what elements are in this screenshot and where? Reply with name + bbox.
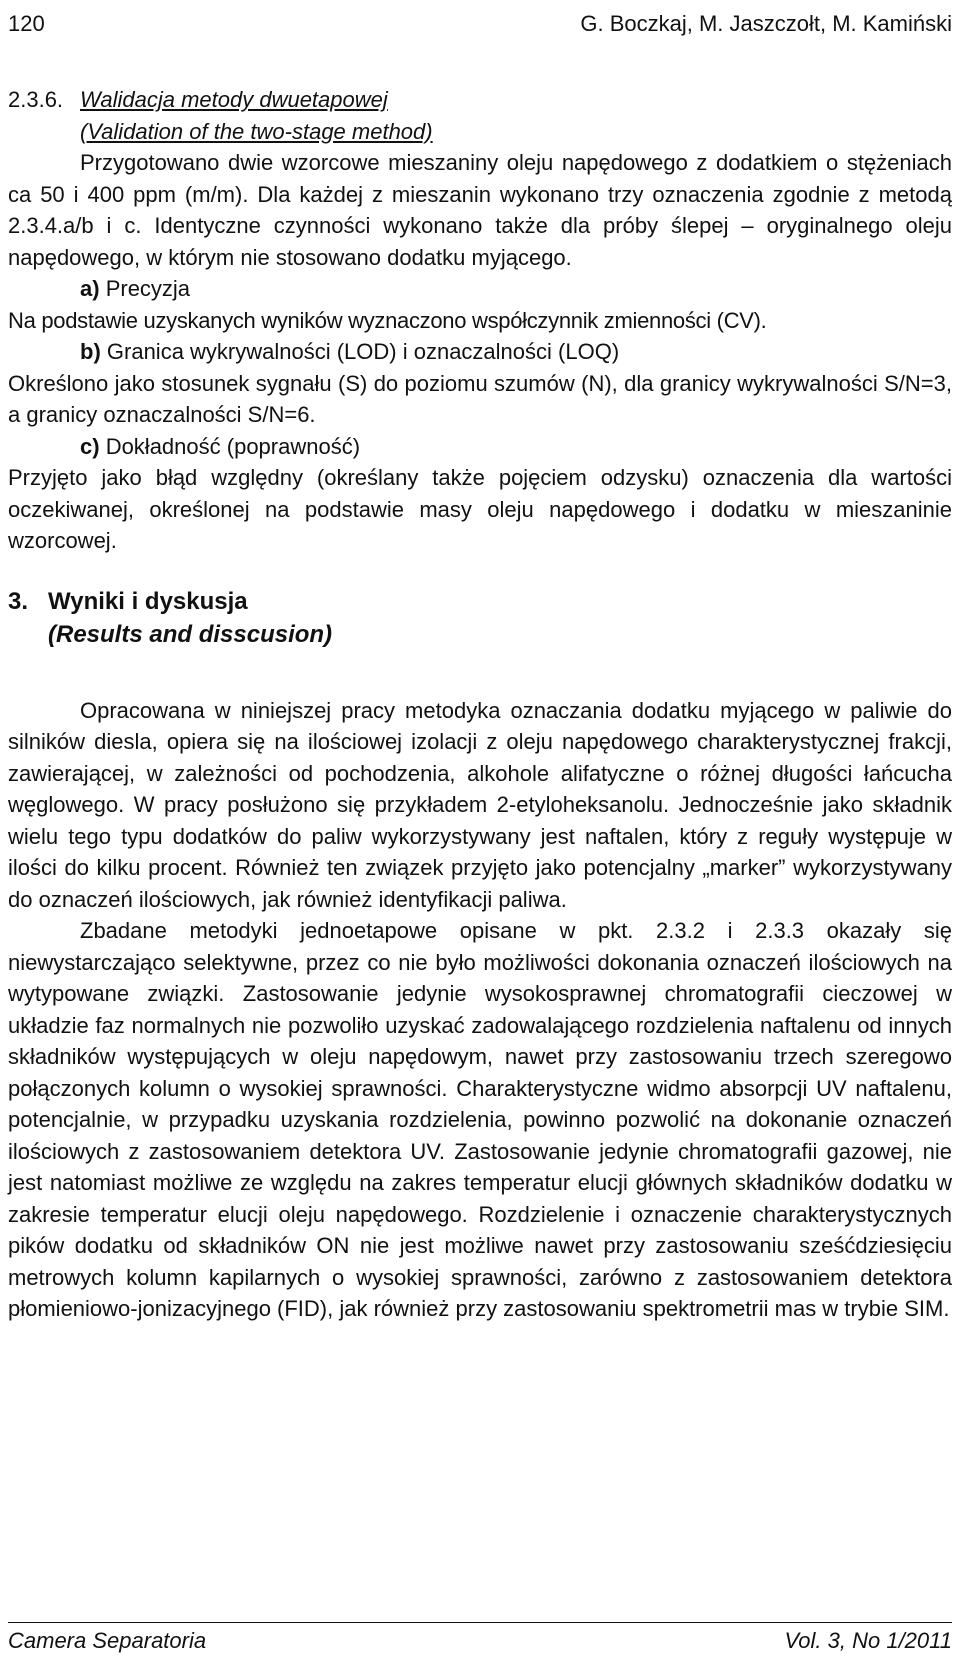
page-header xyxy=(8,10,952,38)
subsection-a-title: Precyzja xyxy=(105,276,191,301)
section-3-title-en: (Results and disscusion) xyxy=(48,620,333,648)
subsection-c-text: Przyjęto jako błąd względny (określany także pojęciem odzysku) oznaczenia dla wartości oczekiwanej, określonej na podstawie masy oleju napędowego i dodatku w mieszaninie wzorcowej. xyxy=(8,465,952,553)
subsection-c-heading xyxy=(8,431,952,463)
page-number: 120 xyxy=(8,11,45,36)
section-2-3-6-heading xyxy=(8,84,952,116)
subsection-a-text: Na podstawie uzyskanych wyników wyznaczono współczynnik zmienności (CV). xyxy=(8,307,767,333)
section-3-paragraph-2: Zbadane metodyki jednoetapowe opisane w pkt. 2.3.2 i 2.3.3 okazały się niewystarczająco selektywne, przez co nie było możliwości dokonania oznaczeń ilościowych na wytypowane związki. Zastosowanie jedynie wysokosprawnej chromatografii cieczowej w układzie faz normalnych nie pozwoliło uzyskać zadowalającego rozdzielenia naftalenu od innych składników występujących w oleju napędowym, nawet przy zastosowaniu trzech szeregowo połączonych kolumn o wysokiej sprawności. Charakterystyczne widmo absorpcji UV naftalenu, potencjalnie, w przypadku uzyskania rozdzielenia, powinno pozwolić na dokonanie oznaczeń ilościowych z zastosowaniem detektora UV. Zastosowanie jedynie chromatografii gazowej, nie jest natomiast możliwe ze względu na zakres temperatur elucji głównych składników dodatku w zakresie temperatur elucji oleju napędowego. Rozdzielenie i oznaczenie charakterystycznych pików dodatku od składników ON nie jest możliwe nawet przy zastosowaniu sześćdziesięciu metrowych kolumn kapilarnych o wysokiej sprawności, zarówno z zastosowaniem detektora płomieniowo-jonizacyjnego (FID), jak również przy zastosowaniu spektrometrii mas w trybie SIM. xyxy=(8,918,952,1321)
subsection-b-label: b) xyxy=(80,339,101,364)
page-content xyxy=(8,84,952,1325)
document-page xyxy=(8,0,952,1674)
intro-text: Przygotowano dwie wzorcowe mieszaniny oleju napędowego z dodatkiem o stężeniach ca 50 i 400 ppm (m/m). Dla każdej z mieszanin wykonano trzy oznaczenia zgodnie z metodą 2.3.4.a/b i c. Identyczne czynności wykonano także dla próby ślepej – oryginalnego oleju napędowego, w którym nie stosowano dodatku myjącego. xyxy=(8,150,952,270)
page-footer xyxy=(8,1622,952,1655)
subsection-b-title: Granica wykrywalności (LOD) i oznaczalności (LOQ) xyxy=(106,339,620,364)
subsection-a-heading xyxy=(8,273,952,305)
subsection-a-label: a) xyxy=(80,276,100,301)
subsection-b-text: Określono jako stosunek sygnału (S) do poziomu szumów (N), dla granicy wykrywalności S/N=3, a granicy oznaczalności S/N=6. xyxy=(8,370,952,427)
section-title-en-row xyxy=(80,116,952,148)
subsection-c-title: Dokładność (poprawność) xyxy=(105,433,361,459)
section-3-paragraph-1: Opracowana w niniejszej pracy metodyka oznaczania dodatku myjącego w paliwie do silników diesla, opiera się na ilościowej izolacji z oleju napędowego charakterystycznej frakcji, zawierającej, w zależności od pochodzenia, alkohole alifatyczne o różnej długości łańcucha węglowego. W pracy posłużono się przykładem 2-etyloheksanolu. Jednocześnie jako składnik wielu tego typu dodatków do paliw wykorzystywany jest naftalen, który z reguły występuje w ilości do kilku procent. Również ten związek przyjęto jako potencjalny „marker” wykorzystywany do oznaczeń ilościowych, jak również identyfikacji paliwa. xyxy=(8,697,952,912)
section-2-3-6-intro xyxy=(8,147,952,273)
subsection-c-label: c) xyxy=(80,433,100,459)
section-title-en: (Validation of the two-stage method) xyxy=(80,118,433,144)
header-authors: G. Boczkaj, M. Jaszczołt, M. Kamiński xyxy=(580,11,952,36)
section-3-number: 3. xyxy=(8,587,29,615)
section-title-pl: Walidacja metody dwuetapowej xyxy=(80,87,388,112)
footer-volume: Vol. 3, No 1/2011 xyxy=(784,1628,952,1653)
section-3-heading xyxy=(8,585,952,618)
spacer xyxy=(8,651,952,695)
section-number: 2.3.6. xyxy=(8,87,64,112)
footer-journal: Camera Separatoria xyxy=(8,1628,207,1653)
section-3-title-pl: Wyniki i dyskusja xyxy=(48,587,248,615)
subsection-b-heading xyxy=(8,336,952,368)
